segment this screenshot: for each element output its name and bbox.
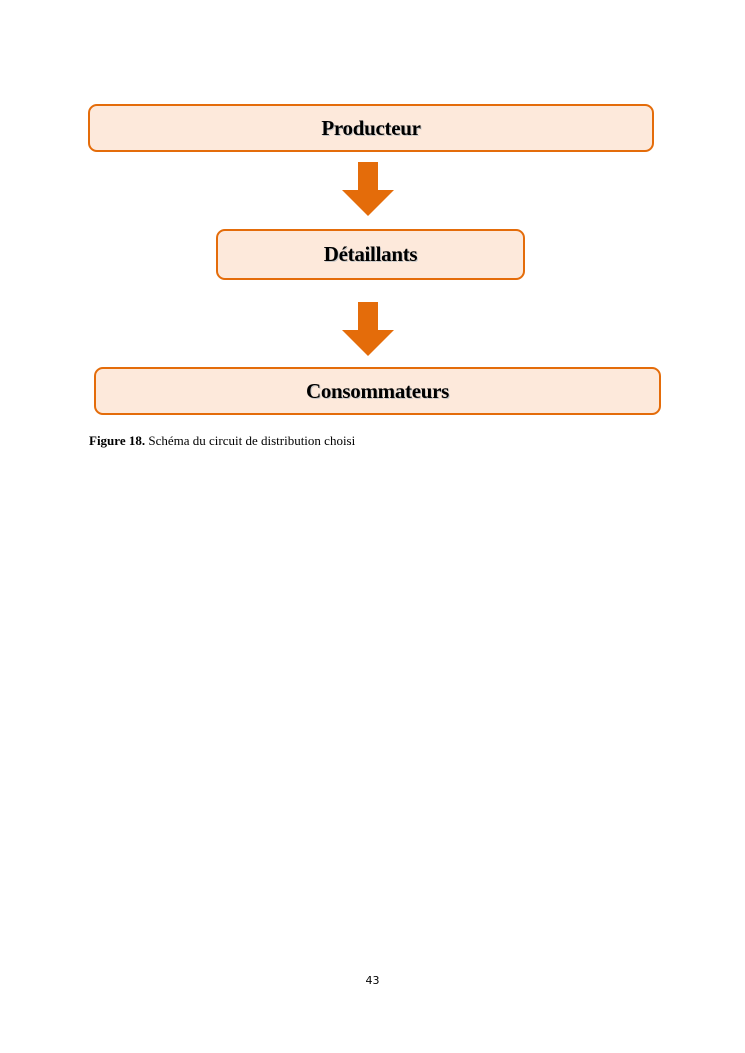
figure-caption <box>89 433 355 449</box>
node-producteur <box>88 104 654 152</box>
down-arrow-icon <box>342 162 394 216</box>
down-arrow-icon <box>342 302 394 356</box>
figure-caption-label: Figure 18. <box>89 433 146 448</box>
figure-caption-text: Schéma du circuit de distribution choisi <box>145 433 356 448</box>
page-number: 43 <box>365 974 380 987</box>
node-producteur-label: Producteur <box>321 115 421 140</box>
node-detaillants <box>216 229 525 280</box>
node-detaillants-label: Détaillants <box>323 242 418 266</box>
node-consommateurs <box>94 367 661 415</box>
node-consommateurs-label: Consommateurs <box>305 378 450 403</box>
